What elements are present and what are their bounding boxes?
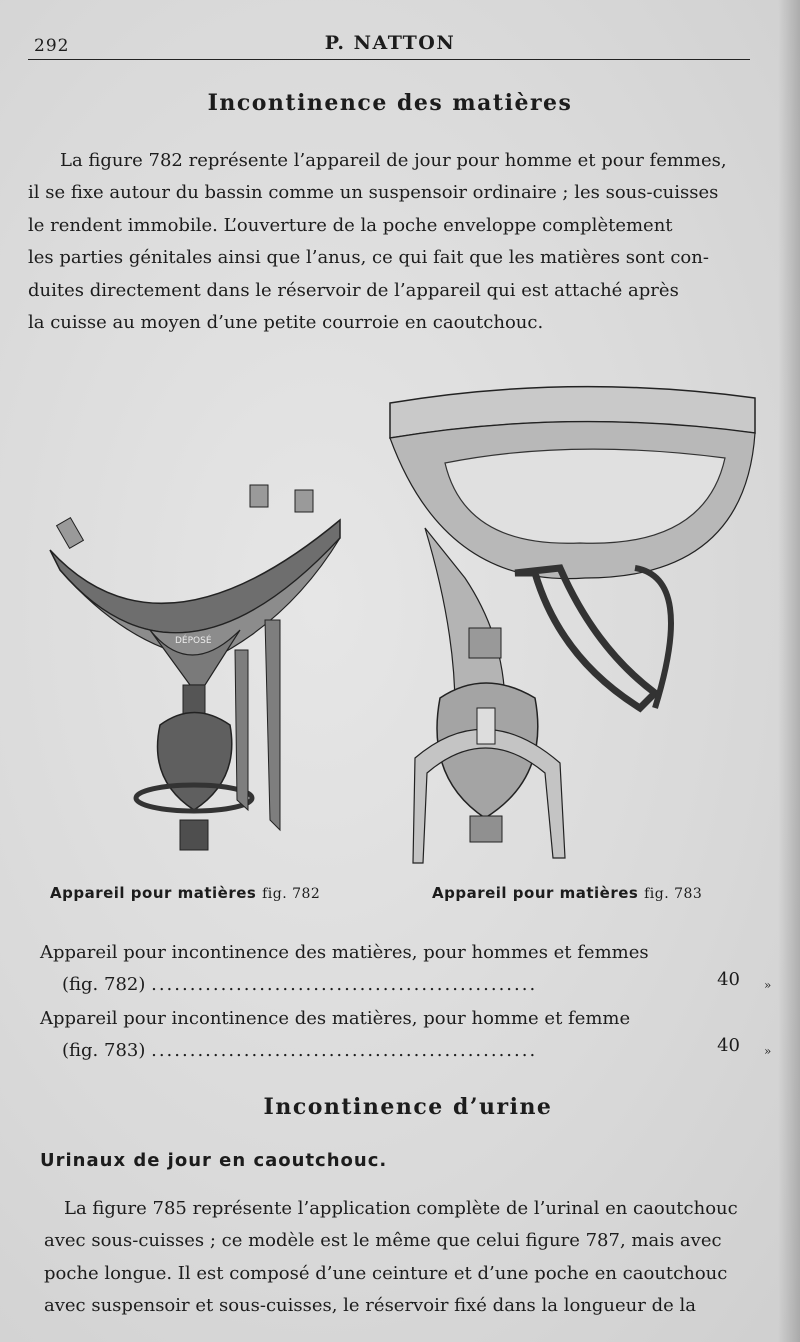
paragraph-line: avec suspensoir et sous-cuisses, le réservoir fixé dans la longueur de la <box>44 1295 696 1317</box>
price-value: 40 <box>717 969 740 990</box>
appliance-illustration-783 <box>385 378 760 870</box>
section-title-urine: Incontinence d’urine <box>263 1094 553 1120</box>
intro-paragraph <box>28 145 756 339</box>
price-entry-782 <box>40 937 740 1001</box>
price-value: 40 <box>717 1035 740 1056</box>
depose-stamp: DÉPOSÉ <box>175 636 212 646</box>
paragraph-line: avec sous-cuisses ; ce modèle est le même que celui figure 787, mais avec <box>44 1230 722 1252</box>
paragraph-line: duites directement dans le réservoir de l’appareil qui est attaché après <box>28 279 679 301</box>
caption-text: Appareil pour matières <box>432 884 639 902</box>
price-entry-description: Appareil pour incontinence des matières, pour hommes et femmes <box>40 942 649 963</box>
fig-label: fig. 782 <box>262 886 321 902</box>
price-entry-figure: (fig. 782) <box>62 974 146 995</box>
paragraph-line: La figure 785 représente l’application complète de l’urinal en caoutchouc <box>64 1198 738 1219</box>
paragraph-line: la cuisse au moyen d’une petite courroie en caoutchouc. <box>28 312 544 334</box>
fig-label: fig. 783 <box>644 886 703 902</box>
price-entry-figure: (fig. 783) <box>62 1040 146 1061</box>
running-title: P. NATTON <box>324 32 456 54</box>
figure-caption-782 <box>50 884 320 902</box>
subsection-title: Urinaux de jour en caoutchouc. <box>40 1150 388 1171</box>
price-suffix: » <box>764 1044 772 1058</box>
appliance-illustration-782 <box>40 480 360 870</box>
paragraph-line: les parties génitales ainsi que l’anus, ce qui fait que les matières sont con- <box>28 247 709 269</box>
caption-text: Appareil pour matières <box>50 884 257 902</box>
paragraph-line: il se fixe autour du bassin comme un suspensoir ordinaire ; les sous-cuisses <box>28 182 719 204</box>
price-entry-description: Appareil pour incontinence des matières, pour homme et femme <box>40 1008 631 1029</box>
urinal-paragraph <box>44 1193 776 1323</box>
paragraph-line: le rendent immobile. L’ouverture de la poche enveloppe complètement <box>28 214 673 236</box>
leader-dots: .................................................. <box>151 974 538 995</box>
price-entry-783 <box>40 1003 740 1067</box>
header-rule <box>28 59 750 60</box>
leader-dots: .................................................. <box>151 1040 538 1061</box>
section-title-matieres: Incontinence des matières <box>207 90 573 116</box>
paragraph-line: La figure 782 représente l’appareil de jour pour homme et pour femmes, <box>60 150 727 171</box>
paragraph-line: poche longue. Il est composé d’une ceinture et d’une poche en caoutchouc <box>44 1262 728 1284</box>
figure-caption-783 <box>432 884 702 902</box>
page-number: 292 <box>34 36 70 56</box>
price-suffix: » <box>764 978 772 992</box>
